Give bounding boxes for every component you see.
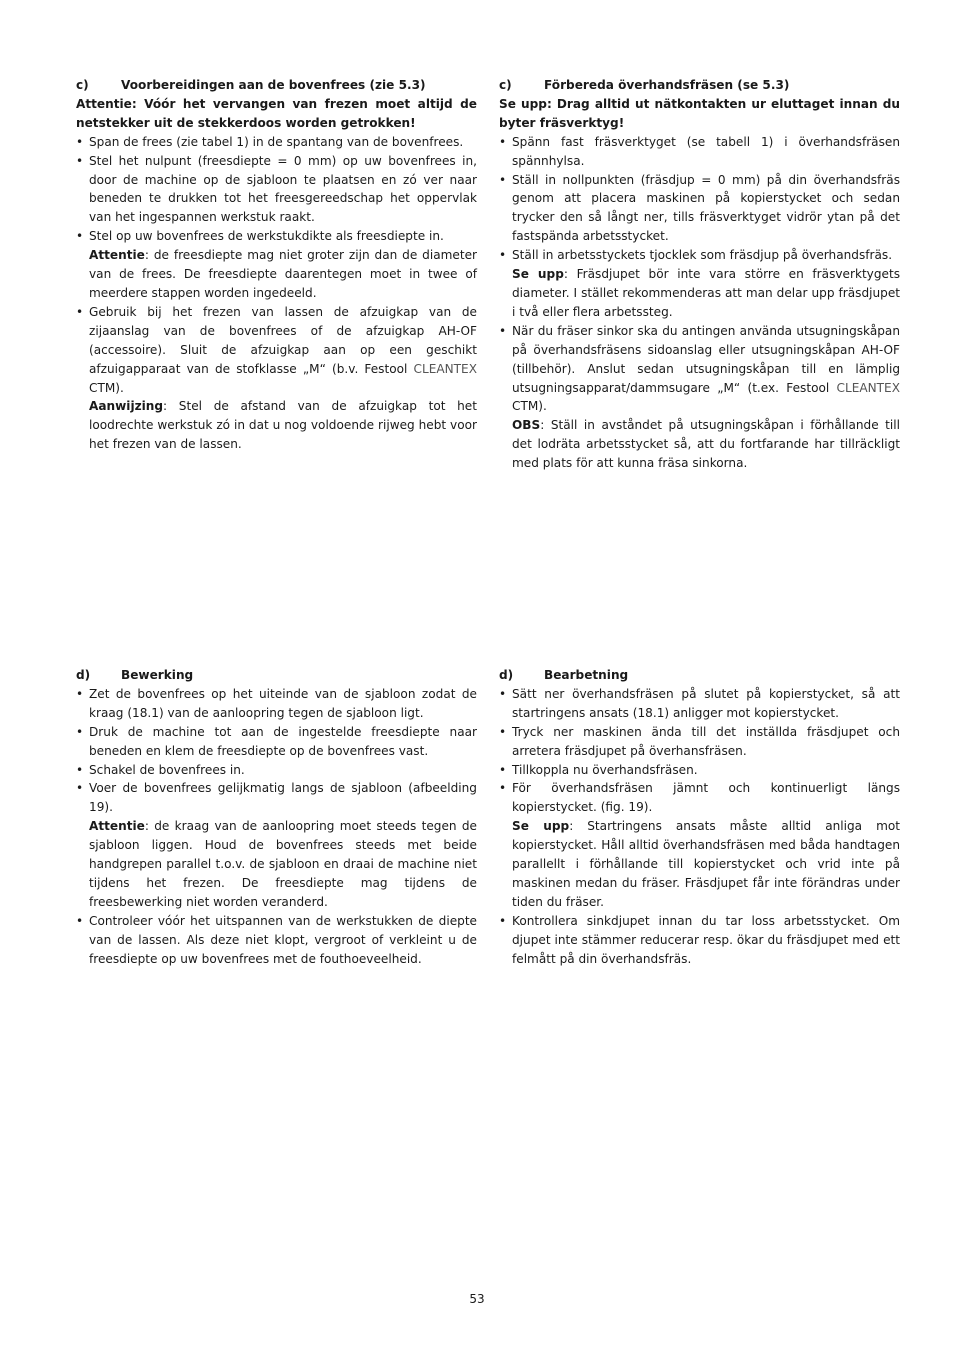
bullet-icon: •	[76, 134, 84, 149]
instruction-list	[499, 133, 900, 473]
section-heading	[76, 666, 477, 685]
note	[512, 416, 900, 473]
list-item	[499, 779, 900, 911]
list-item	[76, 761, 477, 780]
item-text: Ställ in arbetsstyckets tjocklek som fräsdjup på överhandsfräs.	[512, 248, 893, 263]
list-item	[76, 133, 477, 152]
bullet-icon: •	[76, 724, 84, 739]
item-text: Controleer vóór het uitspannen van de werkstukken de diepte van de lassen. Als deze niet klopt, vergroot of verkleint u de freesdiepte op uw bovenfrees met de fouthoeveelheid.	[89, 913, 477, 966]
note	[512, 265, 900, 322]
item-text: Span de frees (zie tabel 1) in de spantang van de bovenfrees.	[89, 134, 464, 149]
bullet-icon: •	[76, 686, 84, 701]
note-text: : de freesdiepte mag niet groter zijn dan de diameter van de frees. De freesdiepte daarentegen moet in twee of meerdere stappen worden ingedeeld.	[89, 248, 477, 300]
section-title: Bewerking	[121, 668, 194, 682]
item-text: Spänn fast fräsverktyget (se tabell 1) i överhandsfräsen spännhylsa.	[512, 134, 900, 168]
item-text: Kontrollera sinkdjupet innan du tar loss arbetsstycket. Om djupet inte stämmer reducerar resp. ökar du fräsdjupet med ett felmått på din överhandsfräs.	[512, 913, 900, 966]
item-text: Tillkoppla nu överhandsfräsen.	[512, 762, 698, 777]
instruction-list	[76, 133, 477, 454]
list-item	[499, 912, 900, 969]
item-text: Ställ in nollpunkten (fräsdjup = 0 mm) på din överhandsfräs genom att placera maskinen på kopierstycket och sedan trycker den så långt ner, tills fräsverktyget vidrör ytan på det fastspända arbetsstycket.	[512, 172, 900, 244]
section-title: Förbereda överhandsfräsen (se 5.3)	[544, 78, 790, 92]
note	[89, 397, 477, 454]
item-text: För överhandsfräsen jämnt och kontinuerligt längs kopierstycket. (fig. 19).	[512, 781, 900, 815]
note-text: : Stel de afstand van de afzuigkap tot het loodrechte werkstuk zó in dat u nog voldoende rijweg hebt voor het frezen van de lassen.	[89, 399, 477, 452]
bullet-icon: •	[499, 172, 507, 187]
list-item	[499, 171, 900, 247]
note-label: OBS	[512, 418, 541, 433]
bullet-icon: •	[499, 686, 507, 701]
bullet-icon: •	[76, 153, 84, 168]
item-text: När du fräser sinkor ska du antingen använda utsugningskåpan på överhandsfräsens sidoanslag eller utsugningskåpan AH-OF (tillbehör). Anslut sedan utsugningskåpan till en lämplig utsugningsapparat/dammsugare „M“ (t.ex. Festool	[512, 323, 900, 395]
item-text: Voer de bovenfrees gelijkmatig langs de sjabloon (afbeelding 19).	[89, 781, 477, 815]
item-text: Tryck ner maskinen ända till det inställda fräsdjupet och arretera fräsdjupet på överhansfräsen.	[512, 724, 900, 758]
section-letter: c)	[76, 78, 89, 92]
list-item	[76, 303, 477, 454]
warning-text: Attentie: Vóór het vervangen van frezen moet altijd de netstekker uit de stekkerdoos worden getrokken!	[76, 96, 477, 130]
list-item	[76, 685, 477, 723]
section-letter: d)	[499, 668, 514, 682]
item-text: Zet de bovenfrees op het uiteinde van de sjabloon zodat de kraag (18.1) van de aanloopring tegen de sjabloon ligt.	[89, 686, 477, 720]
bullet-icon: •	[76, 762, 84, 777]
item-text-end: CTM).	[89, 380, 124, 395]
section-title: Bearbetning	[544, 668, 629, 682]
list-item	[499, 685, 900, 723]
note-text: : Ställ in avståndet på utsugningskåpan i förhållande till det lodräta arbetsstycket så, att du fortfarande har tillräckligt med plats för att kunna fräsa sinkorna.	[512, 418, 900, 471]
note-label: Se upp	[512, 267, 564, 282]
bullet-icon: •	[76, 229, 84, 244]
list-item	[76, 152, 477, 228]
list-item	[499, 246, 900, 322]
nl-preparation-section	[76, 76, 477, 454]
nl-processing-section	[76, 666, 477, 969]
bullet-icon: •	[499, 913, 507, 928]
section-heading	[499, 666, 900, 685]
note-label: Attentie	[89, 819, 145, 834]
brand-name: CLEANTEX	[413, 361, 477, 376]
bullet-icon: •	[499, 724, 507, 739]
bullet-icon: •	[499, 781, 507, 796]
section-letter: d)	[76, 668, 91, 682]
list-item	[76, 779, 477, 911]
item-text-end: CTM).	[512, 399, 547, 414]
item-text: Druk de machine tot aan de ingestelde freesdiepte naar beneden en klem de freesdiepte op de bovenfrees vast.	[89, 724, 477, 758]
sv-preparation-section	[499, 76, 900, 473]
item-text: Gebruik bij het frezen van lassen de afzuigkap van de zijaanslag van de bovenfrees of de afzuigkap AH-OF (accessoire). Sluit de afzuigkap aan op een geschikt afzuigapparaat van de stofklasse „M“ (b.v. Festool	[89, 304, 477, 376]
bullet-icon: •	[499, 248, 507, 263]
note	[512, 817, 900, 912]
item-text: Stel het nulpunt (freesdiepte = 0 mm) op uw bovenfrees in, door de machine op de sjabloon te plaatsen en zó ver naar beneden te drukken tot het freesgereedschap het oppervlak van het ingespannen werkstuk raakt.	[89, 153, 477, 225]
page-number: 53	[469, 1292, 485, 1306]
note-text: : de kraag van de aanloopring moet steeds tegen de sjabloon liggen. Houd de bovenfrees steeds met beide handgrepen parallel t.o.v. de sjabloon en draai de machine niet tijdens het frezen. De freesdiepte mag tijdens de freesbewerking niet worden veranderd.	[89, 819, 477, 909]
item-text: Sätt ner överhandsfräsen på slutet på kopierstycket, så att startringens ansats (18.1) anligger mot kopierstycket.	[512, 686, 900, 720]
sv-processing-section	[499, 666, 900, 969]
note-label: Se upp	[512, 819, 570, 834]
bullet-icon: •	[499, 134, 507, 149]
note	[89, 246, 477, 303]
bullet-icon: •	[76, 913, 84, 928]
item-text: Stel op uw bovenfrees de werkstukdikte als freesdiepte in.	[89, 229, 444, 244]
section-title: Voorbereidingen aan de bovenfrees (zie 5.3)	[121, 78, 426, 92]
note	[89, 817, 477, 912]
bullet-icon: •	[76, 304, 84, 319]
list-item	[499, 322, 900, 473]
bullet-icon: •	[499, 323, 507, 338]
list-item	[76, 227, 477, 303]
note-text: : Fräsdjupet bör inte vara större en fräsverktygets diameter. I stället rekommenderas att man delar upp fräsdjupet i två eller flera arbetssteg.	[512, 267, 901, 319]
list-item	[76, 912, 477, 969]
list-item	[499, 133, 900, 171]
note-label: Attentie	[89, 248, 145, 263]
note-text: : Startringens ansats måste alltid anliga mot kopierstycket. Håll alltid överhandsfräsen med båda handtagen parallellt i förhållande till kopierstycket och vrid inte på maskinen medan du fräser. Fräsdjupet får inte förändras under tiden du fräser.	[512, 819, 901, 909]
section-heading	[499, 76, 900, 95]
section-letter: c)	[499, 78, 512, 92]
bullet-icon: •	[499, 762, 507, 777]
section-heading	[76, 76, 477, 95]
bullet-icon: •	[76, 781, 84, 796]
list-item	[499, 723, 900, 761]
note-label: Aanwijzing	[89, 399, 164, 414]
instruction-list	[499, 685, 900, 969]
list-item	[76, 723, 477, 761]
list-item	[499, 761, 900, 780]
warning-text: Se upp: Drag alltid ut nätkontakten ur eluttaget innan du byter fräsverktyg!	[499, 96, 900, 130]
instruction-list	[76, 685, 477, 969]
brand-name: CLEANTEX	[836, 380, 900, 395]
item-text: Schakel de bovenfrees in.	[89, 762, 245, 777]
